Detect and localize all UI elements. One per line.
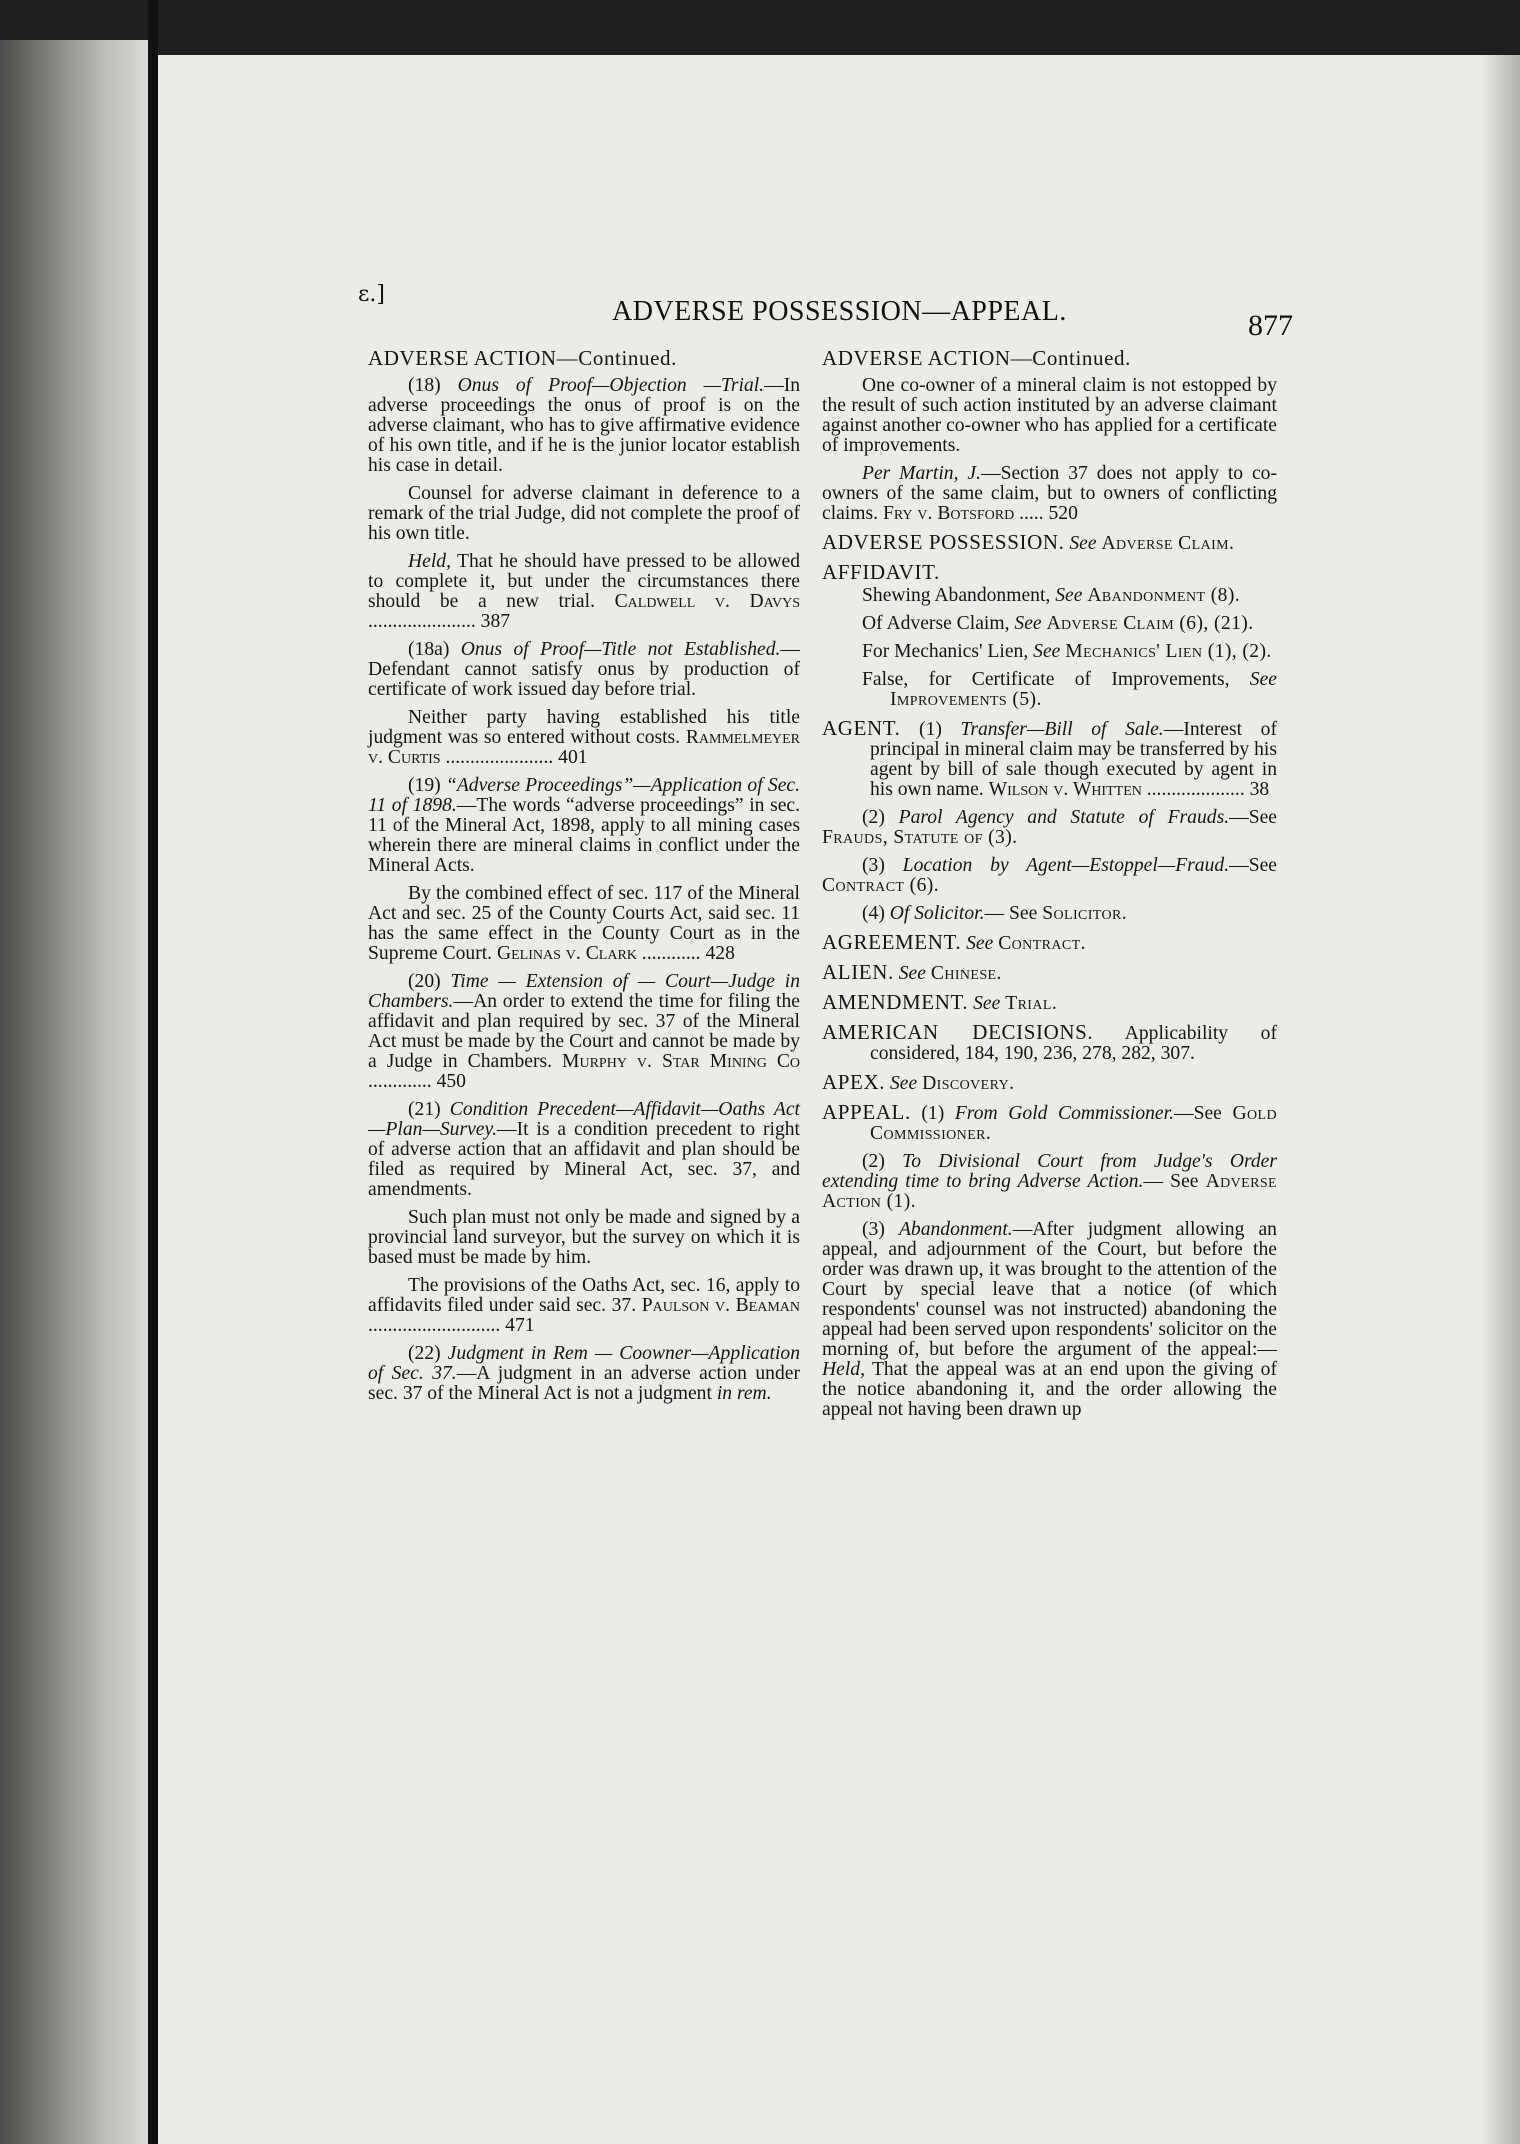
cross-reference: Gold Commissioner.: [870, 1103, 1277, 1144]
paragraph-21-b: Such plan must not only be made and signed by a provincial land surveyor, but the survey on which it is based must be made by him.: [368, 1207, 800, 1268]
item-title: Onus of Proof—Objection —Trial.: [457, 375, 765, 396]
item-text: —See: [1229, 855, 1277, 876]
item-number: (3): [862, 1219, 885, 1240]
item-number: (4): [862, 903, 885, 924]
item-number: (2): [862, 807, 885, 828]
paragraph-18-b: Counsel for adverse claimant in deference to a remark of the trial Judge, did not complete the proof of his own title.: [368, 483, 800, 544]
paragraph-21: [368, 1100, 800, 1200]
item-text: — See: [1143, 1171, 1199, 1192]
cross-reference: Frauds, Statute of (3).: [822, 827, 1018, 848]
paragraph-co-owner: One co-owner of a mineral claim is not estopped by the result of such action instituted by an adverse claimant against another co-owner who has applied for a certificate of improvements.: [822, 375, 1277, 456]
see-label: See: [1069, 533, 1097, 554]
see-label: See: [890, 1073, 918, 1094]
cross-reference: Trial.: [1005, 993, 1058, 1014]
entry-heading: ADVERSE ACTION—Continued.: [368, 346, 677, 370]
entry-title: ALIEN.: [822, 960, 894, 984]
item-title: “Adverse Proceedings”—Application of Sec. 11 of 1898.: [368, 775, 800, 816]
paragraph-21-c: [368, 1276, 800, 1336]
cross-reference: Adverse Claim (6), (21).: [1046, 613, 1254, 634]
see-label: See: [1033, 641, 1061, 662]
cross-reference: Improvements (5).: [890, 689, 1042, 710]
item-text: Neither party having established his title judgment was so entered without costs.: [368, 707, 800, 748]
case-citation: Rammelmeyer v. Curtis ...................... 401: [368, 727, 800, 768]
cross-reference: Solicitor.: [1042, 903, 1128, 924]
paragraph-22: [368, 1344, 800, 1404]
entry-title: APPEAL.: [822, 1100, 911, 1124]
affidavit-subentry: [822, 586, 1277, 606]
item-text: That the appeal was at an end upon the giving of the notice abandoning it, and the order allowing the appeal not having been drawn up: [822, 1359, 1278, 1420]
affidavit-subentry: [822, 614, 1277, 634]
paragraph-18-c: [368, 552, 800, 632]
page-number: 877: [1248, 309, 1293, 342]
see-label: See: [966, 933, 994, 954]
agent-item-3: [822, 856, 1277, 896]
case-citation: Wilson v. Whitten .................... 38: [988, 779, 1270, 800]
item-text: —In adverse proceedings the onus of proof is on the adverse claimant, who has to give affirmative evidence of his own title, and if he is the junior locator establish his case in detail.: [368, 375, 801, 476]
item-title: From Gold Commissioner.: [954, 1103, 1174, 1124]
case-citation: Murphy v. Star Mining Co ............. 450: [368, 1051, 800, 1092]
paragraph-18: [368, 376, 800, 476]
item-text: — See: [984, 903, 1038, 924]
entry-alien: [822, 962, 1277, 984]
entry-apex: [822, 1072, 1277, 1094]
cross-reference: Mechanics' Lien (1), (2).: [1065, 641, 1272, 662]
subentry-text: Shewing Abandonment,: [862, 585, 1051, 606]
agent-item-4: [822, 904, 1277, 924]
item-number: (2): [862, 1151, 885, 1172]
see-label: See: [1055, 585, 1083, 606]
corner-mark: ɛ.]: [358, 282, 385, 307]
item-text: —See: [1173, 1103, 1222, 1124]
item-text: The provisions of the Oaths Act, sec. 16, apply to affidavits filed under said sec. 37.: [368, 1275, 800, 1316]
item-title: Onus of Proof—Title not Established.: [460, 639, 781, 660]
entry-title: AGENT.: [822, 716, 901, 740]
entry-appeal: [822, 1102, 1277, 1144]
affidavit-subentry: [822, 642, 1277, 662]
cross-reference: Adverse Action (1).: [822, 1171, 1277, 1212]
entry-title: AGREEMENT.: [822, 930, 962, 954]
case-citation: Gelinas v. Clark ............ 428: [496, 943, 735, 964]
agent-item-2: [822, 808, 1277, 848]
affidavit-subentry: [822, 670, 1277, 710]
in-rem-phrase: in rem.: [716, 1383, 772, 1404]
subentry-text: For Mechanics' Lien,: [862, 641, 1029, 662]
entry-agreement: [822, 932, 1277, 954]
item-text: —After judgment allowing an appeal, and adjournment of the Court, but before the order was drawn up, it was brought to the attention of the Court by special leave that a notice (of which respondents' counsel was not instructed) abandoning the appeal had been served upon respondents' solicitor on the morning of, but before the argument of the appeal:—: [822, 1219, 1277, 1360]
entry-agent: [822, 718, 1277, 800]
item-text: —Section 37 does not apply to co-owners of the same claim, but to owners of conflicting claims.: [822, 463, 1277, 524]
item-text: That he should have pressed to be allowed to complete it, but under the circumstances there should be a new trial.: [368, 551, 800, 612]
item-title: Abandonment.: [898, 1219, 1013, 1240]
see-label: See: [1014, 613, 1042, 634]
entry-adverse-possession: [822, 532, 1277, 554]
entry-heading: ADVERSE ACTION—Continued.: [822, 346, 1131, 370]
item-text: —The words “adverse proceedings” in sec. 11 of the Mineral Act, 1898, apply to all mining cases wherein there are mineral claims in conflict under the Mineral Acts.: [368, 795, 800, 876]
paragraph-18a: [368, 640, 800, 700]
right-column: [822, 348, 1277, 1428]
item-number: (1): [921, 1103, 945, 1124]
item-number: (3): [862, 855, 885, 876]
paragraph-19-b: [368, 884, 800, 964]
entry-text: Applicability of considered, 184, 190, 236, 278, 282, 307.: [870, 1023, 1277, 1064]
facing-page-edge: [0, 40, 148, 2144]
appeal-item-3: [822, 1220, 1277, 1420]
page-edge-shadow: [1480, 55, 1520, 2144]
running-head: ADVERSE POSSESSION—APPEAL.: [612, 296, 1067, 327]
cross-reference: Discovery.: [922, 1073, 1015, 1094]
item-title: Of Solicitor.: [889, 903, 985, 924]
see-label: See: [1249, 669, 1277, 690]
subentry-text: Of Adverse Claim,: [862, 613, 1010, 634]
see-label: See: [973, 993, 1001, 1014]
item-title: Judgment in Rem — Coowner—Application of Sec. 37.: [368, 1343, 800, 1384]
case-citation: Caldwell v. Davys ...................... 387: [368, 591, 800, 632]
entry-american-decisions: [822, 1022, 1277, 1064]
left-column: [368, 348, 800, 1412]
item-title: Time — Extension of — Court—Judge in Chambers.: [368, 971, 800, 1012]
item-text: —Interest of principal in mineral claim may be transferred by his agent by bill of sale though executed by agent in his own name.: [870, 719, 1277, 800]
item-number: (1): [919, 719, 942, 740]
cross-reference: Contract.: [998, 933, 1086, 954]
item-text: By the combined effect of sec. 117 of the Mineral Act and sec. 25 of the County Courts Act, said sec. 11 has the same effect in the County Court as in the Supreme Court.: [368, 883, 800, 964]
paragraph-19: [368, 776, 800, 876]
item-number: (18): [408, 375, 441, 396]
paragraph-per-martin: [822, 464, 1277, 524]
entry-affidavit: AFFIDAVIT.: [822, 560, 940, 584]
appeal-item-2: [822, 1152, 1277, 1212]
item-title: To Divisional Court from Judge's Order extending time to bring Adverse Action.: [822, 1151, 1278, 1192]
entry-title: ADVERSE POSSESSION.: [822, 530, 1065, 554]
cross-reference: Contract (6).: [822, 875, 940, 896]
see-label: See: [898, 963, 926, 984]
held-label: Held,: [408, 551, 451, 572]
item-number: (21): [408, 1099, 441, 1120]
book-gutter: [148, 0, 158, 2144]
item-text: —An order to extend the time for filing the affidavit and plan required by sec. 37 of the Mineral Act must be made by the Court and cannot be made by a Judge in Chambers.: [368, 991, 800, 1072]
item-title: Parol Agency and Statute of Frauds.: [898, 807, 1230, 828]
item-number: (18a): [408, 639, 450, 660]
item-title: Transfer—Bill of Sale.: [960, 719, 1164, 740]
cross-reference: Abandonment (8).: [1087, 585, 1241, 606]
cross-reference: Adverse Claim.: [1101, 533, 1235, 554]
cross-reference: Chinese.: [930, 963, 1002, 984]
case-citation: Fry v. Botsford ..... 520: [882, 503, 1078, 524]
item-number: (20): [408, 971, 441, 992]
item-text: —It is a condition precedent to right of adverse action that an affidavit and plan should be filed as required by Mineral Act, sec. 37, and amendments.: [368, 1119, 800, 1200]
item-text: —See: [1229, 807, 1277, 828]
per-judge: Per Martin, J.: [862, 463, 981, 484]
item-number: (19): [408, 775, 441, 796]
entry-amendment: [822, 992, 1277, 1014]
item-title: Location by Agent—Estoppel—Fraud.: [902, 855, 1230, 876]
case-citation: Paulson v. Beaman ........................... 471: [368, 1295, 800, 1336]
paragraph-18a-b: [368, 708, 800, 768]
entry-title: AMERICAN DECISIONS.: [822, 1020, 1094, 1044]
subentry-text: False, for Certificate of Improvements,: [862, 669, 1230, 690]
held-label: Held,: [822, 1359, 865, 1380]
item-text: —Defendant cannot satisfy onus by production of certificate of work issued day before trial.: [368, 639, 800, 700]
entry-title: AMENDMENT.: [822, 990, 969, 1014]
item-text: —A judgment in an adverse action under sec. 37 of the Mineral Act is not a judgment: [368, 1363, 800, 1404]
paragraph-20: [368, 972, 800, 1092]
entry-title: APEX.: [822, 1070, 886, 1094]
item-number: (22): [408, 1343, 441, 1364]
item-title: Condition Precedent—Affidavit—Oaths Act—Plan—Survey.: [368, 1099, 800, 1140]
